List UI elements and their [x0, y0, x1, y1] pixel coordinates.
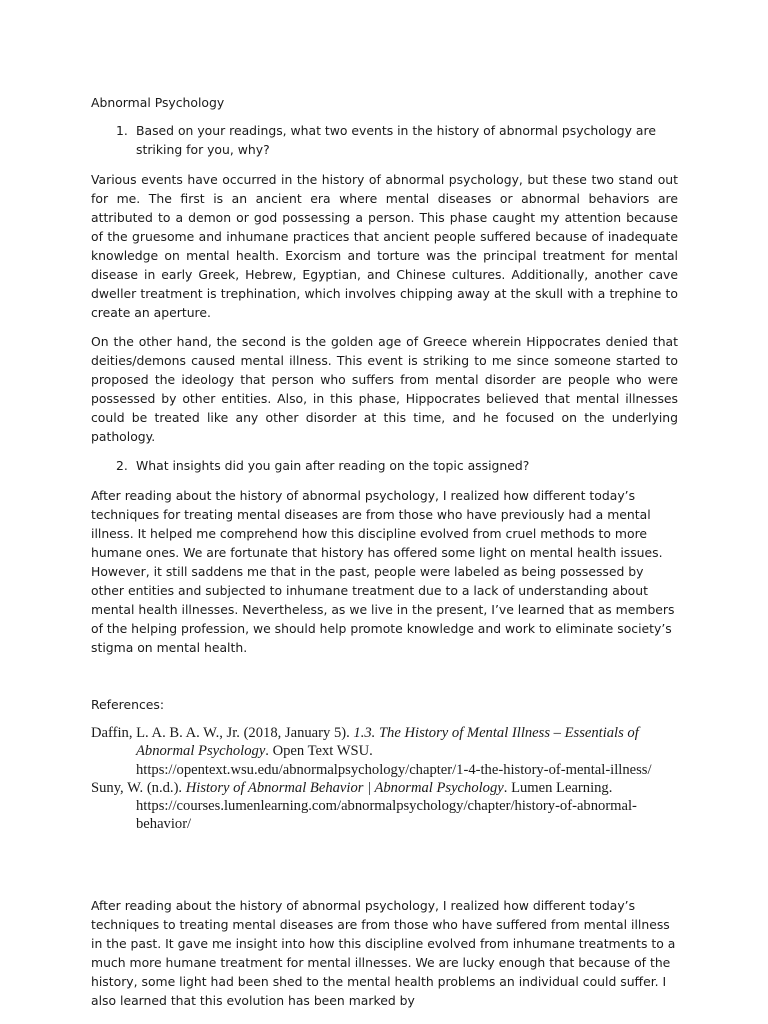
reference-suffix: . Open Text WSU. [265, 743, 373, 760]
reference-prefix: Suny, W. (n.d.). [91, 779, 186, 796]
reference-entry [91, 779, 678, 834]
trailing-paragraph: After reading about the history of abnormal psychology, I realized how different today’s techniques to treating mental diseases are from those who have suffered from mental illness in the past. It gave me insight into how this discipline evolved from inhumane treatments to a much more humane treatment for mental illnesses. We are lucky enough that because of the history, some light had been shed to the mental health problems an individual could suffer. I also learned that this evolution has been marked by [91, 897, 676, 1008]
references-heading: References: [91, 697, 165, 712]
reference-suffix: . Lumen Learning. [503, 779, 613, 796]
answer-2-paragraph: After reading about the history of abnormal psychology, I realized how different today’s techniques for treating mental diseases are from those who have previously had a mental illness. It helped me comprehend how this discipline evolved from cruel methods to more humane ones. We are fortunate that history has offered some light on mental health issues. However, it still saddens me that in the past, people were labeled as being possessed by other entities and subjected to inhumane treatment due to a lack of understanding about mental health illnesses. Nevertheless, as we live in the present, I’ve learned that as members of the helping profession, we should help promote knowledge and work to eliminate society’s stigma on mental health. [91, 488, 675, 655]
document-page [91, 93, 678, 1020]
answer-1-paragraph-2: On the other hand, the second is the golden age of Greece wherein Hippocrates denied that deities/demons caused mental illness. This event is striking to me since someone started to proposed the ideology that person who suffers from mental disorder are people who were possessed by other entities. Also, in this phase, Hippocrates believed that mental illnesses could be treated like any other disorder at this time, and he focused on the underlying pathology. [91, 334, 678, 444]
answer-1-paragraph-1: Various events have occurred in the history of abnormal psychology, but these two stand out for me. The first is an ancient era where mental diseases or abnormal behaviors are attributed to a demon or god possessing a person. This phase caught my attention because of the gruesome and inhumane practices that ancient people suffered because of inadequate knowledge on mental health. Exorcism and torture was the principal treatment for mental disease in early Greek, Hebrew, Egyptian, and Chinese cultures. Additionally, another cave dweller treatment is trephination, which involves chipping away at the skull with a trephine to create an aperture. [91, 172, 678, 320]
question-1-number: 1. [116, 123, 128, 138]
question-1 [91, 121, 678, 159]
question-2-text: What insights did you gain after reading on the topic assigned? [136, 458, 530, 473]
reference-title: 1.3. The History of Mental Illness – Essentials of Abnormal Psychology [136, 725, 639, 760]
reference-url[interactable]: https://courses.lumenlearning.com/abnormalpsychology/chapter/history-of-abnormal-behavior/ [136, 798, 637, 833]
reference-prefix: Daffin, L. A. B. A. W., Jr. (2018, January 5). [91, 725, 354, 741]
question-1-text: Based on your readings, what two events in the history of abnormal psychology are striking for you, why? [136, 123, 656, 157]
reference-url[interactable]: https://opentext.wsu.edu/abnormalpsychology/chapter/1-4-the-history-of-mental-illness/ [136, 761, 652, 778]
reference-title: History of Abnormal Behavior | Abnormal Psychology [185, 779, 504, 796]
question-2-number: 2. [116, 458, 128, 473]
document-title: Abnormal Psychology [91, 95, 225, 110]
question-2 [91, 456, 678, 475]
reference-entry [91, 724, 678, 779]
